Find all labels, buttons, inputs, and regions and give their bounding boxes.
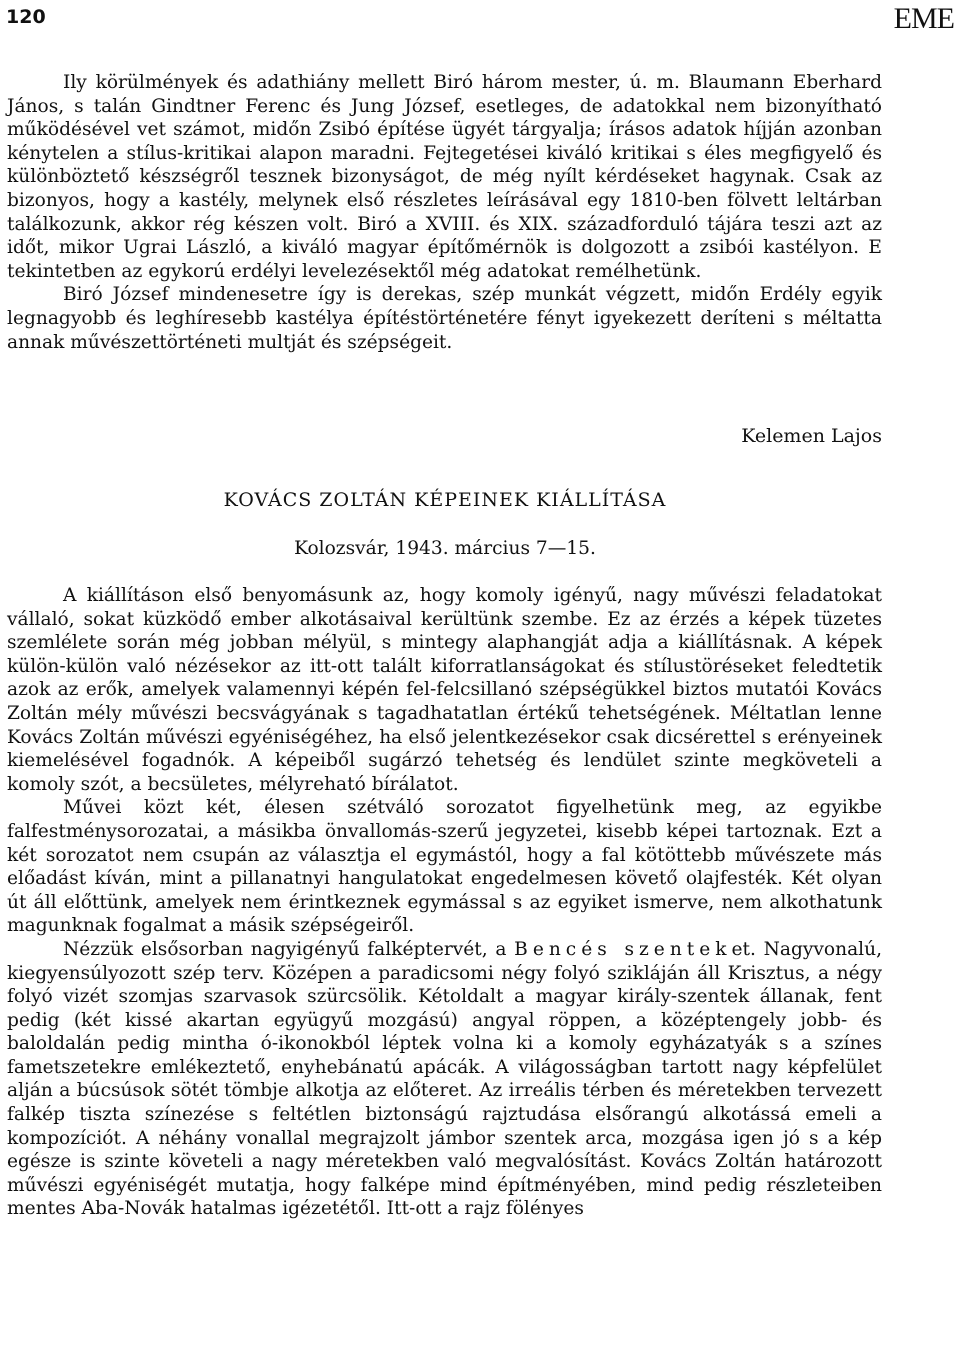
journal-logo: EME [893, 2, 954, 35]
paragraph-text: et. Nagyvonalú, kiegyensúlyozott szép terv. Középen a paradicsomi négy folyó szikláján áll Krisztus, a négy folyó vizét szomjas szarvasok szürcsölik. Kétoldalt a magyar király-szentek állanak, fent pedig (két kissé akartan együgyű mozgású) angyal röppen, a középtengely jobb- és baloldalán pedig mintha ó-ikonokból léptek volna ki a komoly egyházatyák s a színes fametszetekre emlékeztető, enyhebánatú apácák. A világosságban tartott nagy képfelület alján a búcsúsok sötét tömbje alkotja az előteret. Az irreális térben és méretekben tervezett falkép tiszta színezése s feltétlen biztonságú rajztudása elsőrangú alkotássá emeli a kompozíciót. A néhány vonallal megrajzolt jámbor szentek arca, mozgása igen jó s a kép egésze is szinte követeli a nagy méretekben való megvalósítást. Kovács Zoltán határozott művészi egyéniségét mutatja, hogy falképe mind építményében, mind pedig részleteiben mentes Aba-Novák hatalmas igézetétől. Itt-ott a rajz fölényes [7, 938, 883, 1220]
paragraph: Biró József mindenesetre így is derekas, szép munkát végzett, midőn Erdély egyik legnagyobb és leghíresebb kastélya építéstörténetére fényt igyekezett deríteni s méltatta annak művészettörténeti multját és szépségeit. [7, 284, 882, 353]
page-number: 120 [6, 6, 46, 28]
paragraph: Ily körülmények és adathiány mellett Biró három mester, ú. m. Blaumann Eberhard János, s talán Gindtner Ferenc és Jung József, esetleges, de adatokkal nem bizonyítható működésével vet számot, midőn Zsibó építése ügyét tárgyalja; írásos adatok híjján azonban kénytelen a stílus-kritikai alapon maradni. Fejtegetései kiváló kritikai s éles megfigyelő és különböztető készségről tesznek bizonyságot, de még nyílt kérdéseket hagynak. Csak az bizonyos, hogy a kastély, melynek első részletes leírásával egy 1810-ben fölvett leltárban találkozunk, akkor rég készen volt. Biró a XVIII. és XIX. századforduló tájára teszi azt az időt, mikor Ugrai László, a kiváló magyar építőmérnök is dolgozott a zsibói kastélyon. E tekintetben az egykorú erdélyi levelezésektől még adatokat remélhetünk. [7, 72, 882, 282]
review-body [7, 584, 882, 1221]
section-title: KOVÁCS ZOLTÁN KÉPEINEK KIÁLLÍTÁSA [223, 489, 667, 511]
paragraph [7, 938, 882, 1221]
paragraph-text: Nézzük elsősorban nagyigényű falképtervét, a [63, 938, 515, 960]
running-header [0, 0, 960, 40]
artwork-title: Bencés szentek [514, 938, 732, 960]
author-signature: Kelemen Lajos [741, 425, 882, 447]
paragraph: Művei közt két, élesen szétváló sorozatot figyelhetünk meg, az egyikbe falfestménysorozatai, a másikba önvallomás-szerű jegyzetei, kisebb képei tartoznak. Ezt a két sorozatot nem csupán az választja el egymástól, hogy a fal kötöttebb művészete más előadást kíván, mint a pillanatnyi hangulatokat engedelmesen követő olajfesték. Két olyan út áll előttünk, amelyek nem érintkeznek egymással s az egyiket ismerve, nem alkothatunk magunknak fogalmat a másik szépségeiről. [7, 797, 882, 937]
section-subtitle: Kolozsvár, 1943. március 7—15. [294, 538, 596, 559]
article-ending [7, 71, 882, 354]
paragraph: A kiállításon első benyomásunk az, hogy komoly igényű, nagy művészi feladatokat vállaló, sokat küzködő ember alkotásaival kerültünk szembe. Ez az érzés a képek tüzetes szemlélete során még jobban mélyül, s mintegy alaphangját adja a kiállításnak. A képek külön-külön való nézésekor az itt-ott talált kiforratlanságokat és stílustöréseket feledtetik azok az erők, amelyek valamennyi képén fel-felcsillanó szépségükkel biztos mutatói Kovács Zoltán mély művészi becsvágyának s tagadhatatlan értékű tehetségének. Méltatlan lenne Kovács Zoltán művészi egyéniségéhez, ha első jelentkezésekor csak dicsérettel s erényeinek kiemelésével fogadnók. A képeiből sugárzó tehetség és lendület szinte megköveteli a komoly szót, a becsületes, mélyreható bírálatot. [7, 585, 882, 795]
